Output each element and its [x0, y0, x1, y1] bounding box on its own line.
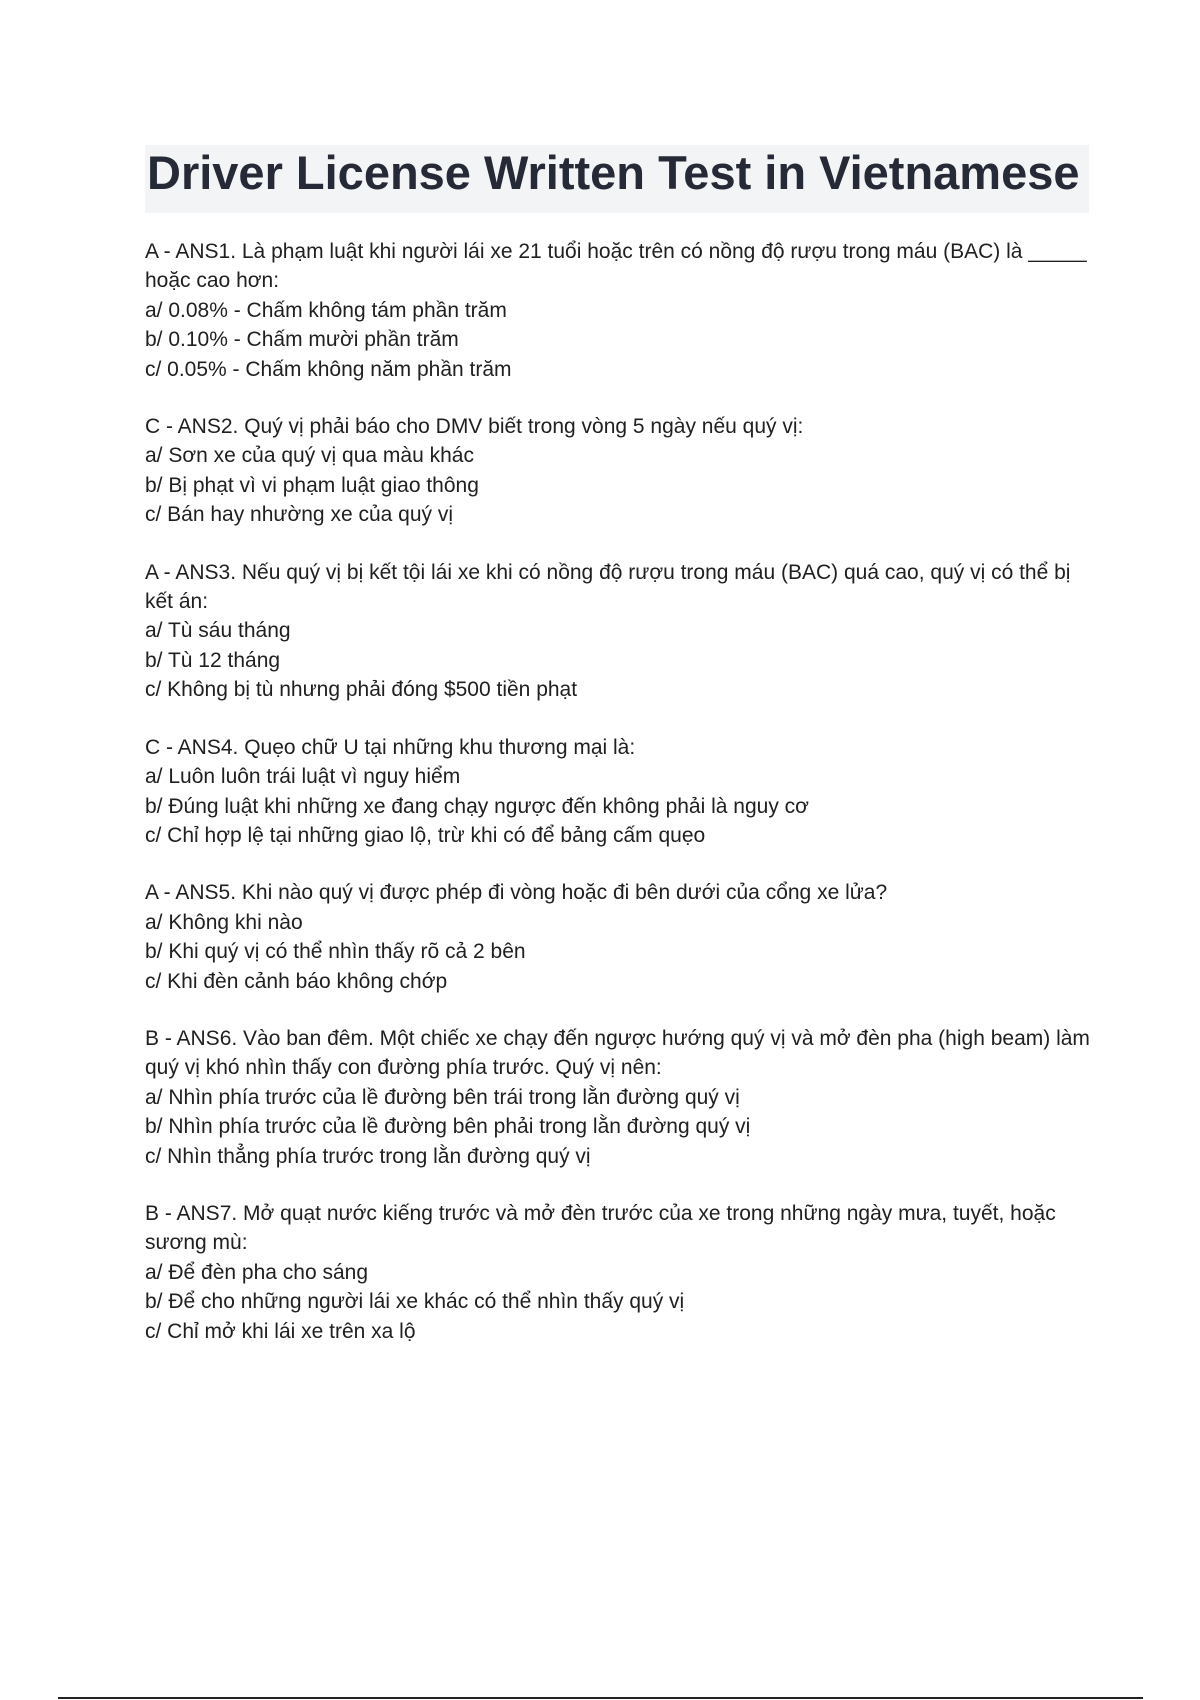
answer-option: b/ Bị phạt vì vi phạm luật giao thông	[145, 473, 479, 497]
question-2	[145, 412, 1095, 530]
question-6	[145, 1024, 1095, 1171]
answer-option: a/ Sơn xe của quý vị qua màu khác	[145, 444, 474, 468]
question-stem: A - ANS3. Nếu quý vị bị kết tội lái xe khi có nồng độ rượu trong máu (BAC) quá cao, quý vị có thể bị kết án:	[145, 560, 1071, 614]
page-title: Driver License Written Test in Vietnamese	[147, 146, 1080, 199]
answer-option: b/ Nhìn phía trước của lề đường bên phải trong lằn đường quý vị	[145, 1115, 751, 1139]
answer-option: b/ Để cho những người lái xe khác có thể nhìn thấy quý vị	[145, 1290, 685, 1314]
question-3	[145, 558, 1095, 705]
answer-option: c/ Khi đèn cảnh báo không chớp	[145, 969, 448, 993]
answer-option: b/ Đúng luật khi những xe đang chạy ngược đến không phải là nguy cơ	[145, 794, 809, 818]
question-stem: C - ANS2. Quý vị phải báo cho DMV biết trong vòng 5 ngày nếu quý vị:	[145, 415, 804, 439]
answer-option: c/ Bán hay nhường xe của quý vị	[145, 503, 454, 527]
answer-option: c/ 0.05% - Chấm không năm phần trăm	[145, 357, 512, 381]
question-stem: C - ANS4. Quẹo chữ U tại những khu thương mại là:	[145, 735, 636, 759]
question-stem: B - ANS7. Mở quạt nước kiếng trước và mở đèn trước của xe trong những ngày mưa, tuyết, hoặc sương mù:	[145, 1201, 1056, 1255]
question-7	[145, 1199, 1095, 1346]
answer-option: b/ Khi quý vị có thể nhìn thấy rõ cả 2 bên	[145, 940, 526, 964]
question-stem: A - ANS5. Khi nào quý vị được phép đi vòng hoặc đi bên dưới của cổng xe lửa?	[145, 881, 888, 905]
question-stem: A - ANS1. Là phạm luật khi người lái xe 21 tuổi hoặc trên có nồng độ rượu trong máu (BAC) là _____ hoặc cao hơn:	[145, 240, 1087, 293]
question-stem: B - ANS6. Vào ban đêm. Một chiếc xe chạy đến ngược hướng quý vị và mở đèn pha (high beam) làm quý vị khó nhìn thấy con đường phía trước. Quý vị nên:	[145, 1026, 1090, 1080]
answer-option: c/ Chỉ mở khi lái xe trên xa lộ	[145, 1319, 416, 1343]
answer-option: a/ Luôn luôn trái luật vì nguy hiểm	[145, 765, 461, 789]
answer-option: a/ Để đèn pha cho sáng	[145, 1260, 369, 1284]
answer-option: c/ Chỉ hợp lệ tại những giao lộ, trừ khi có để bảng cấm quẹo	[145, 823, 706, 847]
answer-option: a/ Nhìn phía trước của lề đường bên trái trong lằn đường quý vị	[145, 1085, 740, 1109]
answer-option: a/ 0.08% - Chấm không tám phần trăm	[145, 298, 507, 322]
answer-option: a/ Không khi nào	[145, 910, 303, 934]
answer-option: c/ Nhìn thẳng phía trước trong lằn đường quý vị	[145, 1144, 591, 1168]
footer-divider	[58, 1697, 1143, 1699]
question-4	[145, 733, 1095, 851]
question-5	[145, 878, 1095, 996]
question-1	[145, 237, 1095, 384]
question-list	[145, 237, 1095, 1374]
answer-option: a/ Tù sáu tháng	[145, 619, 291, 643]
answer-option: c/ Không bị tù nhưng phải đóng $500 tiền phạt	[145, 678, 578, 702]
answer-option: b/ Tù 12 tháng	[145, 648, 281, 672]
answer-option: b/ 0.10% - Chấm mười phần trăm	[145, 328, 459, 352]
